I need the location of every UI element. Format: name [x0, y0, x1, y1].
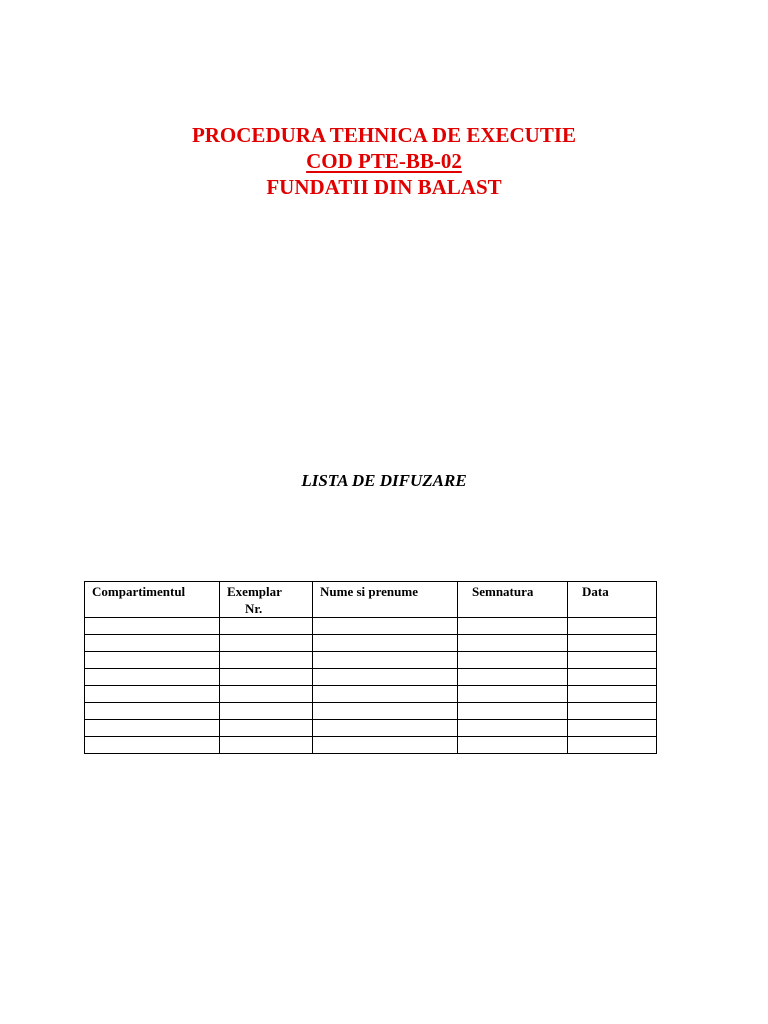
table-cell — [85, 652, 220, 669]
table-row — [85, 720, 657, 737]
table-cell — [220, 652, 313, 669]
table-cell — [458, 737, 568, 754]
table-cell — [568, 703, 657, 720]
column-header-copy-number — [220, 582, 313, 618]
table-cell — [458, 635, 568, 652]
table-row — [85, 669, 657, 686]
table-cell — [458, 669, 568, 686]
table-cell — [85, 686, 220, 703]
procedure-title: PROCEDURA TEHNICA DE EXECUTIE — [191, 123, 577, 147]
table-cell — [85, 618, 220, 635]
table-cell — [458, 720, 568, 737]
column-header-copy-number-line2: Nr. — [245, 601, 263, 616]
table-cell — [220, 720, 313, 737]
column-header-signature-label: Semnatura — [472, 584, 534, 599]
table-cell — [85, 703, 220, 720]
column-header-copy-number-line1: Exemplar — [227, 584, 282, 599]
table-cell — [313, 737, 458, 754]
distribution-table — [84, 581, 657, 754]
column-header-department-label: Compartimentul — [92, 584, 186, 599]
table-header-row — [85, 582, 657, 618]
table-row — [85, 686, 657, 703]
column-header-date-label: Data — [582, 584, 609, 599]
table-row — [85, 635, 657, 652]
procedure-subject: FUNDATII DIN BALAST — [266, 175, 502, 199]
table-cell — [458, 703, 568, 720]
table-cell — [313, 703, 458, 720]
table-cell — [568, 669, 657, 686]
table-cell — [85, 669, 220, 686]
table-row — [85, 652, 657, 669]
table-cell — [313, 669, 458, 686]
table-cell — [220, 686, 313, 703]
table-cell — [220, 618, 313, 635]
document-title-block — [0, 122, 768, 200]
distribution-list-heading: LISTA DE DIFUZARE — [301, 471, 467, 490]
table-cell — [568, 686, 657, 703]
table-cell — [313, 635, 458, 652]
table-cell — [220, 737, 313, 754]
column-header-signature — [458, 582, 568, 618]
table-cell — [313, 618, 458, 635]
table-cell — [568, 618, 657, 635]
table-cell — [313, 652, 458, 669]
procedure-code — [0, 148, 768, 174]
table-cell — [568, 720, 657, 737]
table-row — [85, 703, 657, 720]
table-cell — [568, 635, 657, 652]
table-cell — [220, 669, 313, 686]
table-cell — [220, 635, 313, 652]
column-header-full-name — [313, 582, 458, 618]
table-cell — [220, 703, 313, 720]
table-row — [85, 618, 657, 635]
table-cell — [85, 737, 220, 754]
table-cell — [313, 720, 458, 737]
table-cell — [568, 737, 657, 754]
table-cell — [568, 652, 657, 669]
table-cell — [313, 686, 458, 703]
table-cell — [85, 635, 220, 652]
column-header-date — [568, 582, 657, 618]
procedure-code-text: COD PTE-BB-02 — [306, 149, 462, 173]
table-cell — [458, 652, 568, 669]
table-cell — [85, 720, 220, 737]
column-header-department — [85, 582, 220, 618]
table-row — [85, 737, 657, 754]
table-cell — [458, 686, 568, 703]
table-cell — [458, 618, 568, 635]
column-header-full-name-label: Nume si prenume — [320, 584, 418, 599]
